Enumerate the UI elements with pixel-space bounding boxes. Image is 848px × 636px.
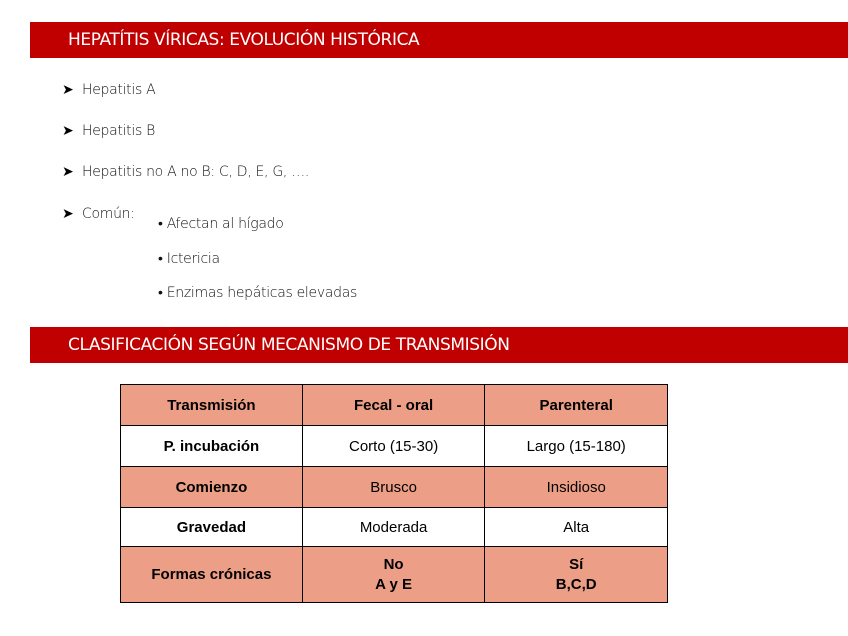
cell-line: A y E: [375, 575, 413, 593]
cell-parenteral-comienzo: Insidioso: [485, 467, 668, 508]
section-title-clasificacion: CLASIFICACIÓN SEGÚN MECANISMO DE TRANSMISIÓN: [30, 327, 848, 363]
cell-fecal-gravedad: Moderada: [302, 508, 485, 547]
cell-parenteral-incubacion: Largo (15-180): [485, 426, 668, 467]
arrow-bullet-icon: ➤: [62, 206, 74, 222]
row-label-formas-cronicas: Formas crónicas: [121, 547, 303, 603]
bullet-text: Hepatitis no A no B: C, D, E, G, ….: [82, 164, 310, 180]
table-header-row: [121, 385, 668, 426]
transmission-table: [120, 384, 668, 603]
cell-fecal-comienzo: Brusco: [302, 467, 485, 508]
cell-line: No: [383, 555, 404, 573]
bullet-text: Hepatitis A: [82, 82, 156, 98]
arrow-bullet-icon: ➤: [62, 123, 74, 139]
table-row: [121, 426, 668, 467]
bullet-hepatitis-a: [62, 82, 155, 98]
arrow-bullet-icon: ➤: [62, 82, 74, 98]
cell-fecal-formas-cronicas: [302, 547, 485, 603]
cell-line: Sí: [569, 555, 584, 573]
sub-bullet-ictericia: • Ictericia: [158, 251, 220, 267]
sub-bullet-afectan-higado: • Afectan al hígado: [158, 216, 284, 232]
bullet-hepatitis-no-a-no-b: [62, 164, 309, 180]
bullet-text: Hepatitis B: [82, 123, 155, 139]
table-row: [121, 508, 668, 547]
sub-bullet-enzimas: • Enzimas hepáticas elevadas: [158, 285, 357, 301]
table-row: [121, 467, 668, 508]
arrow-bullet-icon: ➤: [62, 164, 74, 180]
row-label-incubacion: P. incubación: [121, 426, 303, 467]
header-cell-transmision: Transmisión: [121, 385, 303, 426]
header-cell-fecal-oral: Fecal - oral: [302, 385, 485, 426]
row-label-gravedad: Gravedad: [121, 508, 303, 547]
section-title-evolucion-historica: HEPATÍTIS VÍRICAS: EVOLUCIÓN HISTÓRICA: [30, 22, 848, 58]
bullet-comun: [62, 206, 135, 222]
cell-parenteral-gravedad: Alta: [485, 508, 668, 547]
cell-fecal-incubacion: Corto (15-30): [302, 426, 485, 467]
cell-line: B,C,D: [555, 575, 597, 593]
header-cell-parenteral: Parenteral: [485, 385, 668, 426]
table-row: [121, 547, 668, 603]
bullet-hepatitis-b: [62, 123, 155, 139]
cell-parenteral-formas-cronicas: [485, 547, 668, 603]
bullet-text: Común:: [82, 206, 135, 222]
row-label-comienzo: Comienzo: [121, 467, 303, 508]
